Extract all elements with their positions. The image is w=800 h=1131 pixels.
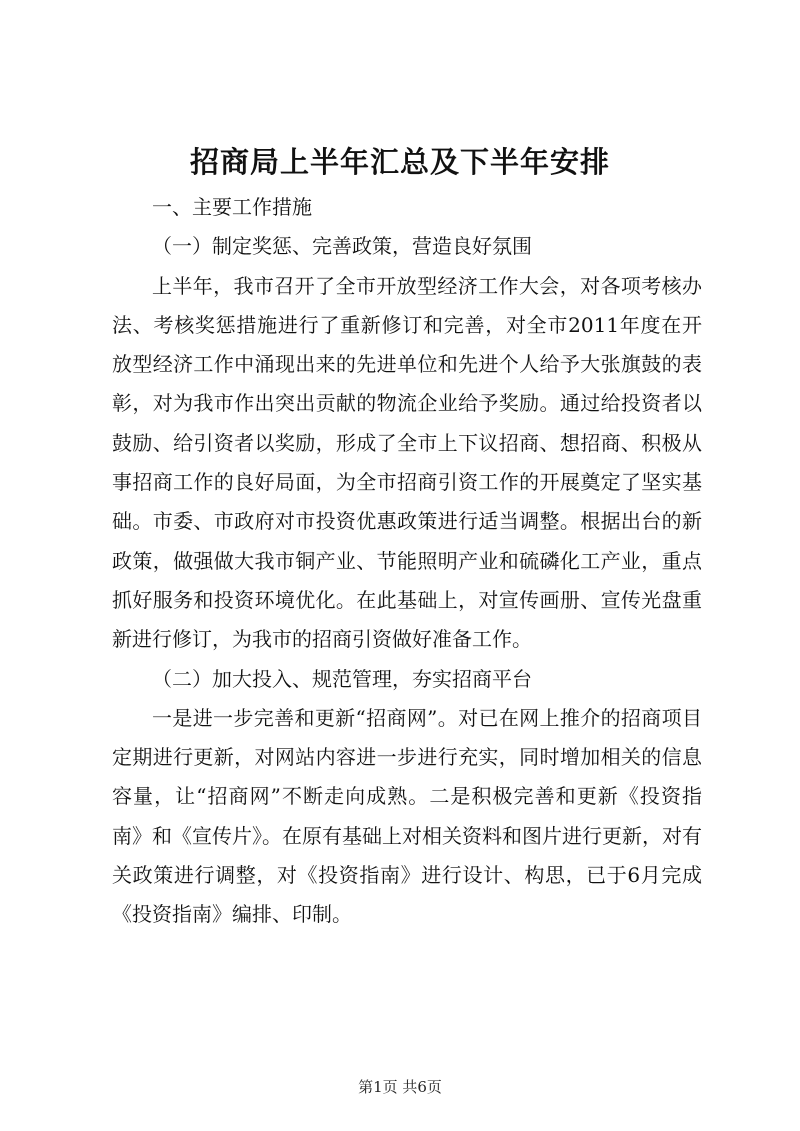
document-title: 招商局上半年汇总及下半年安排 [189, 145, 610, 179]
body-paragraph: 上半年，我市召开了全市开放型经济工作大会，对各项考核办法、考核奖惩措施进行了重新修订和完善，对全市2011年度在开放型经济工作中涌现出来的先进单位和先进个人给予大张旗鼓的表彰，对为我市作出突出贡献的物流企业给予奖励。通过给投资者以鼓励、给引资者以奖励，形成了全市上下议招商、想招商、积极从事招商工作的良好局面，为全市招商引资工作的开展奠定了坚实基础。市委、市政府对市投资优惠政策进行适当调整。根据出台的新政策，做强做大我市铜产业、节能照明产业和硫磷化工产业，重点抓好服务和投资环境优化。在此基础上，对宣传画册、宣传光盘重新进行修订，为我市的招商引资做好准备工作。 [112, 273, 702, 652]
document-body [112, 188, 702, 935]
page-number-footer: 第1页 共6页 [358, 1078, 442, 1096]
section-heading: 一、主要工作措施 [152, 195, 312, 219]
subsection-heading: （一）制定奖惩、完善政策，营造良好氛围 [152, 234, 532, 259]
body-paragraph: 一是进一步完善和更新“招商网”。对已在网上推介的招商项目定期进行更新，对网站内容进一步进行充实，同时增加相关的信息容量，让“招商网”不断走向成熟。二是积极完善和更新《投资指南》和《宣传片》。在原有基础上对相关资料和图片进行更新，对有关政策进行调整，对《投资指南》进行设计、构思，已于6月完成《投资指南》编排、印制。 [112, 705, 702, 927]
subsection-heading: （二）加大投入、规范管理，夯实招商平台 [152, 666, 532, 691]
